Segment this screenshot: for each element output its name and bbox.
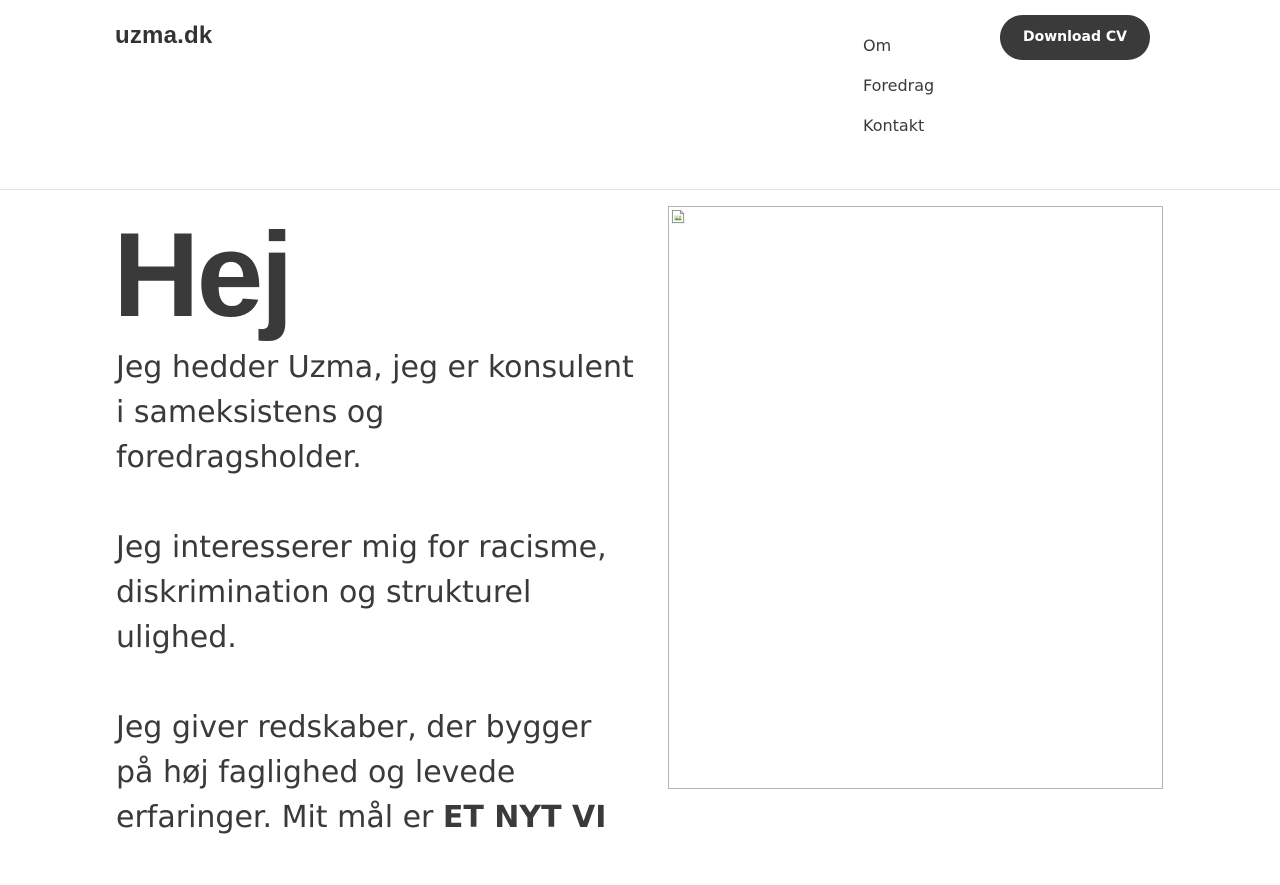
nav-link-om[interactable]: Om — [863, 36, 892, 55]
nav-item-kontakt — [863, 114, 934, 154]
main-nav — [863, 34, 934, 154]
intro-paragraph-3-text: Jeg giver redskaber, der bygger på høj faglighed og levede erfaringer. Mit mål er — [116, 710, 592, 835]
nav-link-foredrag[interactable]: Foredrag — [863, 76, 935, 95]
site-logo[interactable]: uzma.dk — [115, 22, 213, 49]
download-cv-button[interactable]: Download CV — [1000, 15, 1150, 60]
nav-item-om — [863, 34, 934, 74]
hero-heading: Hej — [113, 208, 291, 342]
broken-image-icon — [671, 209, 686, 224]
nav-link-kontakt[interactable]: Kontakt — [863, 116, 925, 135]
intro-highlight: ET NYT VI — [442, 800, 607, 835]
site-header — [0, 0, 1280, 190]
intro-paragraph-1: Jeg hedder Uzma, jeg er konsulent i sameksistens og foredragsholder. — [116, 350, 634, 475]
intro-paragraph-2: Jeg interesserer mig for racisme, diskrimination og strukturel ulighed. — [116, 530, 607, 655]
profile-image — [668, 206, 1163, 789]
intro-text — [116, 345, 636, 885]
intro-paragraph-3 — [116, 705, 636, 840]
nav-item-foredrag — [863, 74, 934, 114]
